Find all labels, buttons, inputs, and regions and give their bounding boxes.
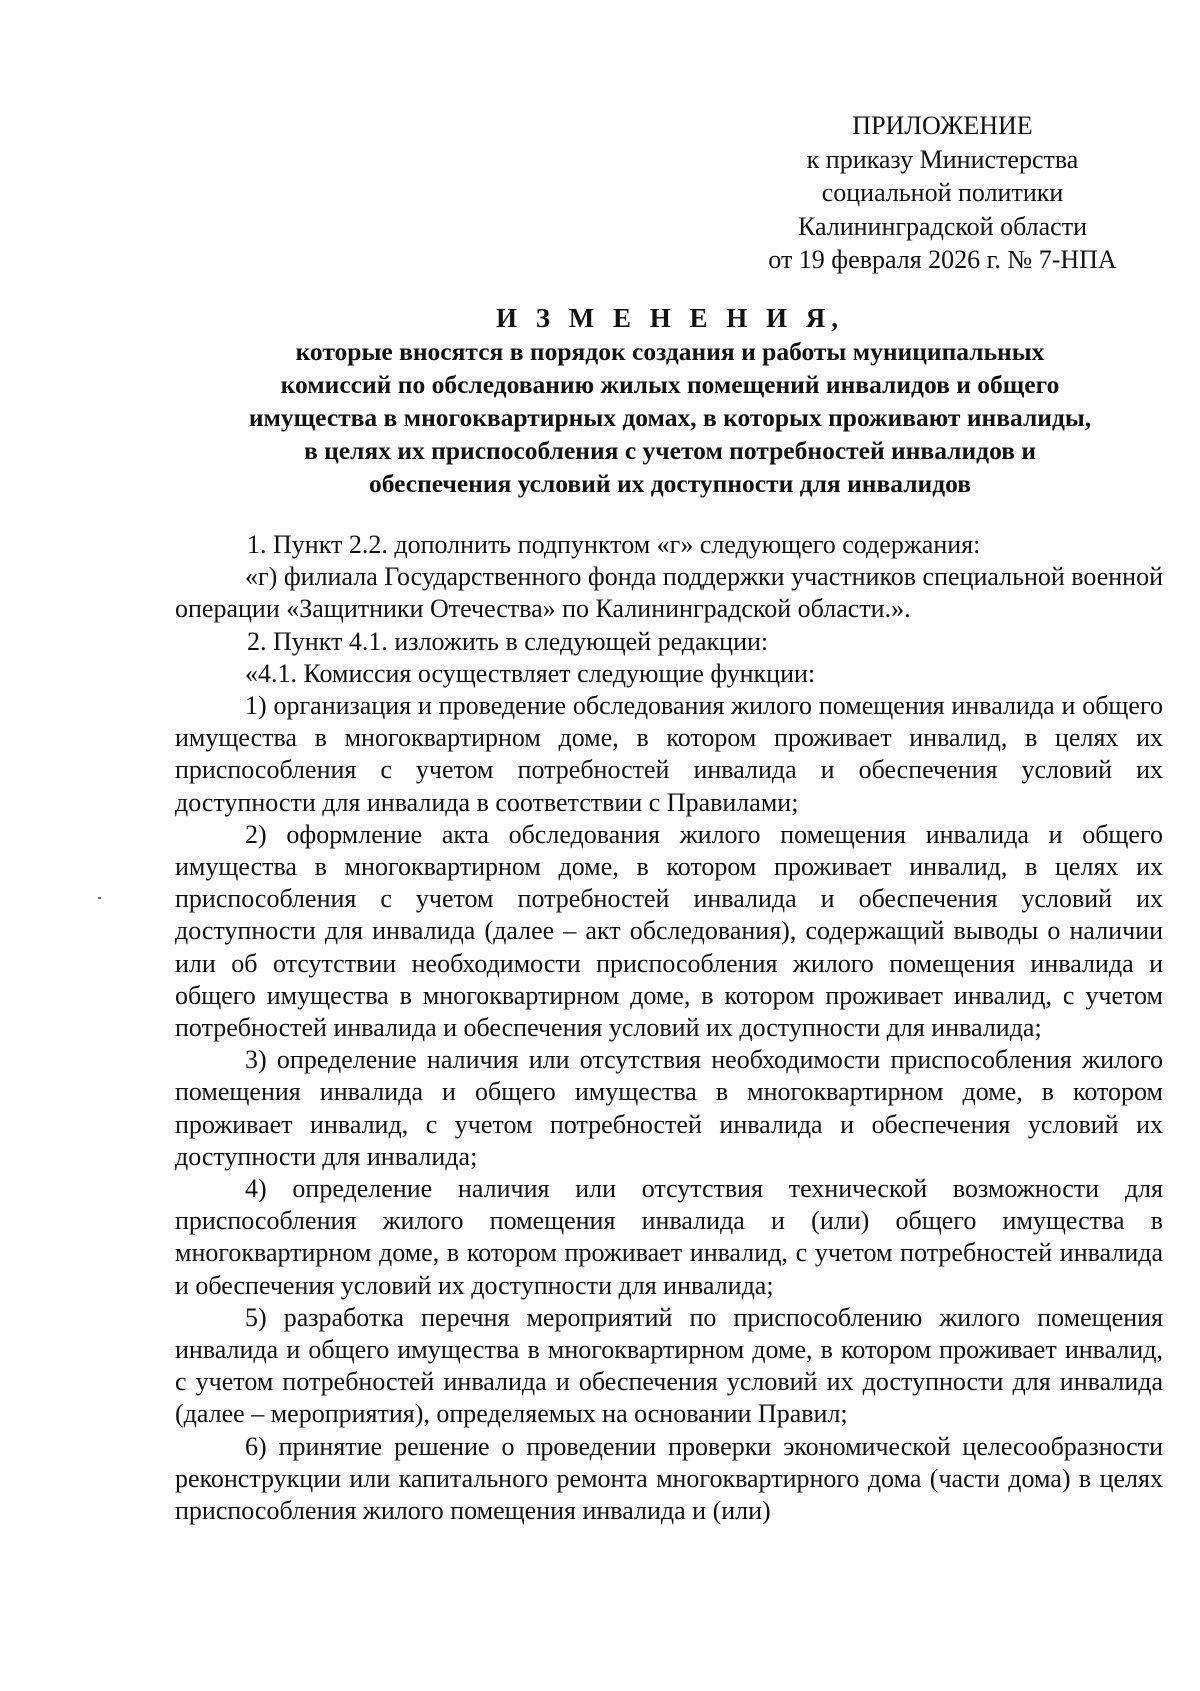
paragraph-function-1: 1) организация и проведение обследования жилого помещения инвалида и общего имущества в многоквартирном доме, в котором проживает инвалид, в целях их приспособления с учетом потребностей инвалида и обеспечения условий их доступности для инвалида в соответствии с Правилами; — [175, 691, 1163, 817]
appendix-line: Калининградской области — [797, 211, 1087, 241]
appendix-block — [720, 109, 1165, 277]
document-body — [175, 529, 1163, 1527]
paragraph-function-4: 4) определение наличия или отсутствия технической возможности для приспособления жилого помещения инвалида и (или) общего имущества в многоквартирном доме, в котором проживает инвалид, с учетом потребностей инвалида и обеспечения условий их доступности для инвалида; — [175, 1174, 1163, 1300]
appendix-date-number: от 19 февраля 2026 г. № 7-НПА — [768, 245, 1117, 274]
title-line: имущества в многоквартирных домах, в которых проживают инвалиды, — [248, 403, 1092, 432]
appendix-title: ПРИЛОЖЕНИЕ — [852, 111, 1033, 140]
appendix-line: к приказу Министерства — [806, 144, 1079, 174]
document-title: И З М Е Н Е Н И Я, — [495, 303, 844, 333]
paragraph-function-2: 2) оформление акта обследования жилого помещения инвалида и общего имущества в многоквартирном доме, в котором проживает инвалид, в целях их приспособления с учетом потребностей инвалида и обеспечения условий их доступности для инвалида (далее – акт обследования), содержащий выводы о наличии или об отсутствии необходимости приспособления жилого помещения инвалида и общего имущества в многоквартирном доме, в котором проживает инвалид, с учетом потребностей инвалида и обеспечения условий их доступности для инвалида; — [175, 819, 1163, 1043]
title-line: комиссий по обследованию жилых помещений инвалидов и общего — [280, 370, 1060, 399]
paragraph-function-5: 5) разработка перечня мероприятий по приспособлению жилого помещения инвалида и общего имущества в многоквартирном доме, в котором проживает инвалид, с учетом потребностей инвалида и обеспечения условий их доступности для инвалида (далее – мероприятия), определяемых на основании Правил; — [175, 1302, 1163, 1429]
paragraph-item-2: 2. Пункт 4.1. изложить в следующей редакции: — [247, 626, 769, 656]
title-line: которые вносятся в порядок создания и работы муниципальных — [295, 337, 1045, 366]
title-line: обеспечения условий их доступности для инвалидов — [368, 469, 972, 498]
title-line: в целях их приспособления с учетом потребностей инвалидов и — [303, 436, 1037, 465]
paragraph-subitem-g: «г) филиала Государственного фонда поддержки участников специальной военной операции «Защитники Отечества» по Калининградской области.». — [175, 562, 1163, 624]
paragraph-clause-4-1: «4.1. Комиссия осуществляет следующие функции: — [245, 658, 816, 688]
paragraph-function-6: 6) принятие решение о проведении проверки экономической целесообразности реконструкции или капитального ремонта многоквартирного дома (части дома) в целях приспособления жилого помещения инвалида и (или) — [175, 1431, 1163, 1526]
paragraph-item-1: 1. Пункт 2.2. дополнить подпунктом «г» следующего содержания: — [247, 530, 981, 559]
appendix-line: социальной политики — [821, 178, 1064, 207]
scan-speck — [98, 897, 101, 899]
paragraph-function-3: 3) определение наличия или отсутствия необходимости приспособления жилого помещения инвалида и общего имущества в многоквартирном доме, в котором проживает инвалид, с учетом потребностей инвалида и обеспечения условий их доступности для инвалида; — [175, 1045, 1163, 1171]
document-title-block — [175, 302, 1165, 500]
